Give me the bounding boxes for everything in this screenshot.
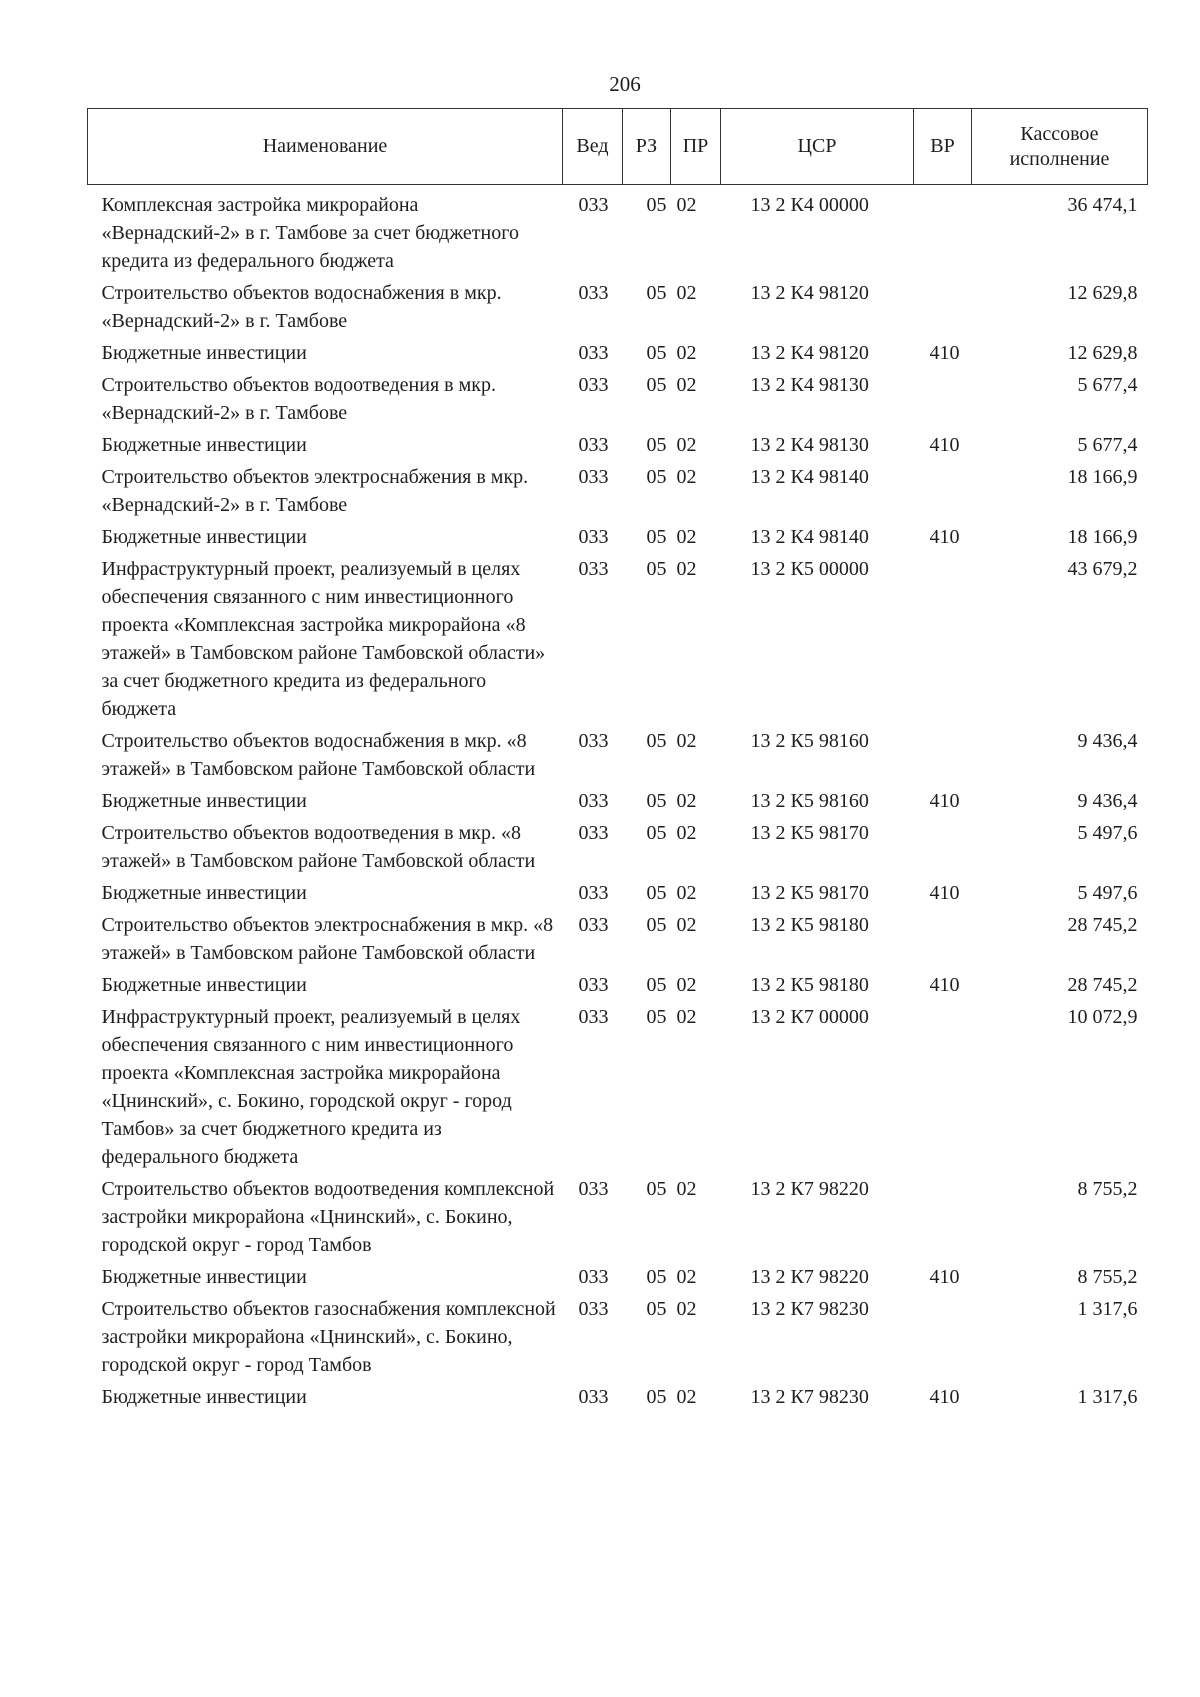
cell-csr: 13 2 К4 98120 <box>750 342 869 364</box>
cell-sum: 5 677,4 <box>1077 374 1138 396</box>
cell-csr: 13 2 К7 98230 <box>750 1386 869 1408</box>
cell-vr <box>914 1003 972 1175</box>
cell-sum: 18 166,9 <box>1067 526 1138 548</box>
header-pr: ПР <box>671 109 721 185</box>
cell-ved: 033 <box>578 374 609 396</box>
cell-csr: 13 2 К7 98220 <box>750 1266 869 1288</box>
cell-pr: 02 <box>676 434 697 456</box>
header-sum-line1: Кассовое <box>1020 122 1099 145</box>
cell-vr: 410 <box>929 1266 960 1288</box>
cell-csr: 13 2 К5 98160 <box>750 730 869 752</box>
cell-pr: 02 <box>676 374 697 396</box>
cell-ved: 033 <box>578 790 609 812</box>
cell-rz: 05 <box>646 466 667 488</box>
cell-pr: 02 <box>676 822 697 844</box>
cell-vr: 410 <box>929 434 960 456</box>
cell-sum: 12 629,8 <box>1067 282 1138 304</box>
table-row <box>88 1003 1148 1175</box>
cell-vr <box>914 185 972 280</box>
cell-vr: 410 <box>929 790 960 812</box>
cell-ved: 033 <box>578 342 609 364</box>
cell-ved: 033 <box>578 1386 609 1408</box>
cell-sum: 9 436,4 <box>1077 730 1138 752</box>
cell-sum: 36 474,1 <box>1067 194 1138 216</box>
cell-sum: 5 677,4 <box>1077 434 1138 456</box>
table-row <box>88 1383 1148 1415</box>
cell-pr: 02 <box>676 342 697 364</box>
cell-rz: 05 <box>646 1006 667 1028</box>
cell-ved: 033 <box>578 1178 609 1200</box>
table-row <box>88 727 1148 787</box>
cell-ved: 033 <box>578 882 609 904</box>
cell-vr <box>914 371 972 431</box>
cell-vr <box>914 463 972 523</box>
table-row <box>88 787 1148 819</box>
cell-rz: 05 <box>646 790 667 812</box>
cell-sum: 10 072,9 <box>1067 1006 1138 1028</box>
cell-pr: 02 <box>676 282 697 304</box>
table-header <box>88 109 1148 185</box>
table-row <box>88 463 1148 523</box>
cell-name: Строительство объектов водоснабжения в мкр. «Вернадский-2» в г. Тамбове <box>101 282 502 332</box>
cell-csr: 13 2 К4 98140 <box>750 526 869 548</box>
cell-pr: 02 <box>676 1298 697 1320</box>
cell-rz: 05 <box>646 194 667 216</box>
cell-vr <box>914 911 972 971</box>
budget-table <box>87 108 1148 1415</box>
cell-vr: 410 <box>929 526 960 548</box>
cell-csr: 13 2 К4 98130 <box>750 434 869 456</box>
cell-sum: 1 317,6 <box>1077 1298 1138 1320</box>
cell-csr: 13 2 К5 98170 <box>750 882 869 904</box>
table-row <box>88 279 1148 339</box>
cell-name: Инфраструктурный проект, реализуемый в целях обеспечения связанного с ним инвестиционного проекта «Комплексная застройка микрорайона «8 этажей» в Тамбовском районе Тамбовской области» за счет бюджетного кредита из федерального бюджета <box>101 558 546 720</box>
cell-sum: 12 629,8 <box>1067 342 1138 364</box>
cell-ved: 033 <box>578 1266 609 1288</box>
table-row <box>88 1295 1148 1383</box>
cell-sum: 8 755,2 <box>1077 1266 1138 1288</box>
cell-csr: 13 2 К4 98130 <box>750 374 869 396</box>
cell-rz: 05 <box>646 914 667 936</box>
cell-ved: 033 <box>578 466 609 488</box>
cell-rz: 05 <box>646 342 667 364</box>
header-csr: ЦСР <box>721 109 914 185</box>
table-row <box>88 971 1148 1003</box>
table-row <box>88 555 1148 727</box>
cell-vr: 410 <box>929 974 960 996</box>
cell-rz: 05 <box>646 974 667 996</box>
header-sum <box>972 109 1148 185</box>
cell-csr: 13 2 К7 98220 <box>750 1178 869 1200</box>
cell-vr <box>914 1175 972 1263</box>
cell-sum: 28 745,2 <box>1067 974 1138 996</box>
cell-csr: 13 2 К4 00000 <box>750 194 869 216</box>
cell-sum: 1 317,6 <box>1077 1386 1138 1408</box>
cell-vr: 410 <box>929 882 960 904</box>
table-body <box>88 185 1148 1416</box>
table-row <box>88 879 1148 911</box>
cell-rz: 05 <box>646 558 667 580</box>
cell-vr <box>914 1295 972 1383</box>
cell-name: Строительство объектов водоотведения комплексной застройки микрорайона «Цнинский», с. Бокино, городской округ - город Тамбов <box>101 1178 555 1256</box>
header-vr: ВР <box>914 109 972 185</box>
cell-csr: 13 2 К4 98140 <box>750 466 869 488</box>
cell-csr: 13 2 К7 98230 <box>750 1298 869 1320</box>
cell-ved: 033 <box>578 526 609 548</box>
header-rz: РЗ <box>623 109 671 185</box>
cell-rz: 05 <box>646 282 667 304</box>
header-ved: Вед <box>563 109 623 185</box>
cell-rz: 05 <box>646 730 667 752</box>
cell-sum: 5 497,6 <box>1077 882 1138 904</box>
cell-ved: 033 <box>578 194 609 216</box>
cell-vr <box>914 819 972 879</box>
cell-rz: 05 <box>646 434 667 456</box>
cell-pr: 02 <box>676 914 697 936</box>
cell-name: Бюджетные инвестиции <box>101 882 307 904</box>
cell-ved: 033 <box>578 730 609 752</box>
cell-name: Строительство объектов водоотведения в мкр. «8 этажей» в Тамбовском районе Тамбовской области <box>101 822 536 872</box>
cell-name: Строительство объектов водоснабжения в мкр. «8 этажей» в Тамбовском районе Тамбовской области <box>101 730 536 780</box>
cell-name: Бюджетные инвестиции <box>101 1386 307 1408</box>
cell-csr: 13 2 К4 98120 <box>750 282 869 304</box>
cell-rz: 05 <box>646 1298 667 1320</box>
cell-sum: 5 497,6 <box>1077 822 1138 844</box>
cell-csr: 13 2 К5 98160 <box>750 790 869 812</box>
cell-csr: 13 2 К5 00000 <box>750 558 869 580</box>
cell-vr <box>914 279 972 339</box>
cell-pr: 02 <box>676 730 697 752</box>
cell-sum: 8 755,2 <box>1077 1178 1138 1200</box>
table-row <box>88 339 1148 371</box>
header-name: Наименование <box>88 109 563 185</box>
cell-rz: 05 <box>646 882 667 904</box>
table-row <box>88 185 1148 280</box>
cell-sum: 28 745,2 <box>1067 914 1138 936</box>
cell-csr: 13 2 К5 98170 <box>750 822 869 844</box>
table-row <box>88 911 1148 971</box>
cell-pr: 02 <box>676 194 697 216</box>
cell-sum: 9 436,4 <box>1077 790 1138 812</box>
cell-pr: 02 <box>676 558 697 580</box>
header-sum-line2: исполнение <box>1009 147 1110 170</box>
cell-rz: 05 <box>646 1178 667 1200</box>
cell-ved: 033 <box>578 914 609 936</box>
cell-ved: 033 <box>578 434 609 456</box>
table-row <box>88 431 1148 463</box>
cell-name: Бюджетные инвестиции <box>101 790 307 812</box>
cell-vr <box>914 555 972 727</box>
cell-vr: 410 <box>929 342 960 364</box>
cell-rz: 05 <box>646 1386 667 1408</box>
cell-pr: 02 <box>676 790 697 812</box>
cell-name: Бюджетные инвестиции <box>101 974 307 996</box>
cell-csr: 13 2 К5 98180 <box>750 974 869 996</box>
cell-rz: 05 <box>646 822 667 844</box>
cell-rz: 05 <box>646 526 667 548</box>
cell-pr: 02 <box>676 1006 697 1028</box>
table-row <box>88 1175 1148 1263</box>
cell-name: Бюджетные инвестиции <box>101 1266 307 1288</box>
table-row <box>88 523 1148 555</box>
cell-pr: 02 <box>676 882 697 904</box>
cell-name: Строительство объектов электроснабжения в мкр. «8 этажей» в Тамбовском районе Тамбовской области <box>101 914 554 964</box>
cell-csr: 13 2 К7 00000 <box>750 1006 869 1028</box>
cell-csr: 13 2 К5 98180 <box>750 914 869 936</box>
table-row <box>88 819 1148 879</box>
cell-name: Строительство объектов электроснабжения в мкр. «Вернадский-2» в г. Тамбове <box>101 466 529 516</box>
cell-ved: 033 <box>578 1298 609 1320</box>
cell-ved: 033 <box>578 1006 609 1028</box>
cell-rz: 05 <box>646 374 667 396</box>
cell-vr: 410 <box>929 1386 960 1408</box>
cell-vr <box>914 727 972 787</box>
cell-ved: 033 <box>578 822 609 844</box>
cell-ved: 033 <box>578 282 609 304</box>
table-row <box>88 371 1148 431</box>
cell-ved: 033 <box>578 974 609 996</box>
cell-name: Бюджетные инвестиции <box>101 342 307 364</box>
cell-name: Строительство объектов газоснабжения комплексной застройки микрорайона «Цнинский», с. Бокино, городской округ - город Тамбов <box>101 1298 556 1376</box>
cell-pr: 02 <box>676 1386 697 1408</box>
page-number: 206 <box>609 72 641 96</box>
cell-pr: 02 <box>676 466 697 488</box>
cell-pr: 02 <box>676 1266 697 1288</box>
cell-ved: 033 <box>578 558 609 580</box>
cell-name: Бюджетные инвестиции <box>101 526 307 548</box>
cell-name: Строительство объектов водоотведения в мкр. «Вернадский-2» в г. Тамбове <box>101 374 496 424</box>
cell-name: Комплексная застройка микрорайона «Вернадский-2» в г. Тамбове за счет бюджетного кредита из федерального бюджета <box>101 194 519 272</box>
cell-pr: 02 <box>676 526 697 548</box>
cell-rz: 05 <box>646 1266 667 1288</box>
table-row <box>88 1263 1148 1295</box>
cell-name: Бюджетные инвестиции <box>101 434 307 456</box>
cell-pr: 02 <box>676 974 697 996</box>
cell-name: Инфраструктурный проект, реализуемый в целях обеспечения связанного с ним инвестиционного проекта «Комплексная застройка микрорайона «Цнинский», с. Бокино, городской округ - город Тамбов» за счет бюджетного кредита из федерального бюджета <box>101 1006 521 1168</box>
cell-sum: 43 679,2 <box>1067 558 1138 580</box>
cell-pr: 02 <box>676 1178 697 1200</box>
cell-sum: 18 166,9 <box>1067 466 1138 488</box>
